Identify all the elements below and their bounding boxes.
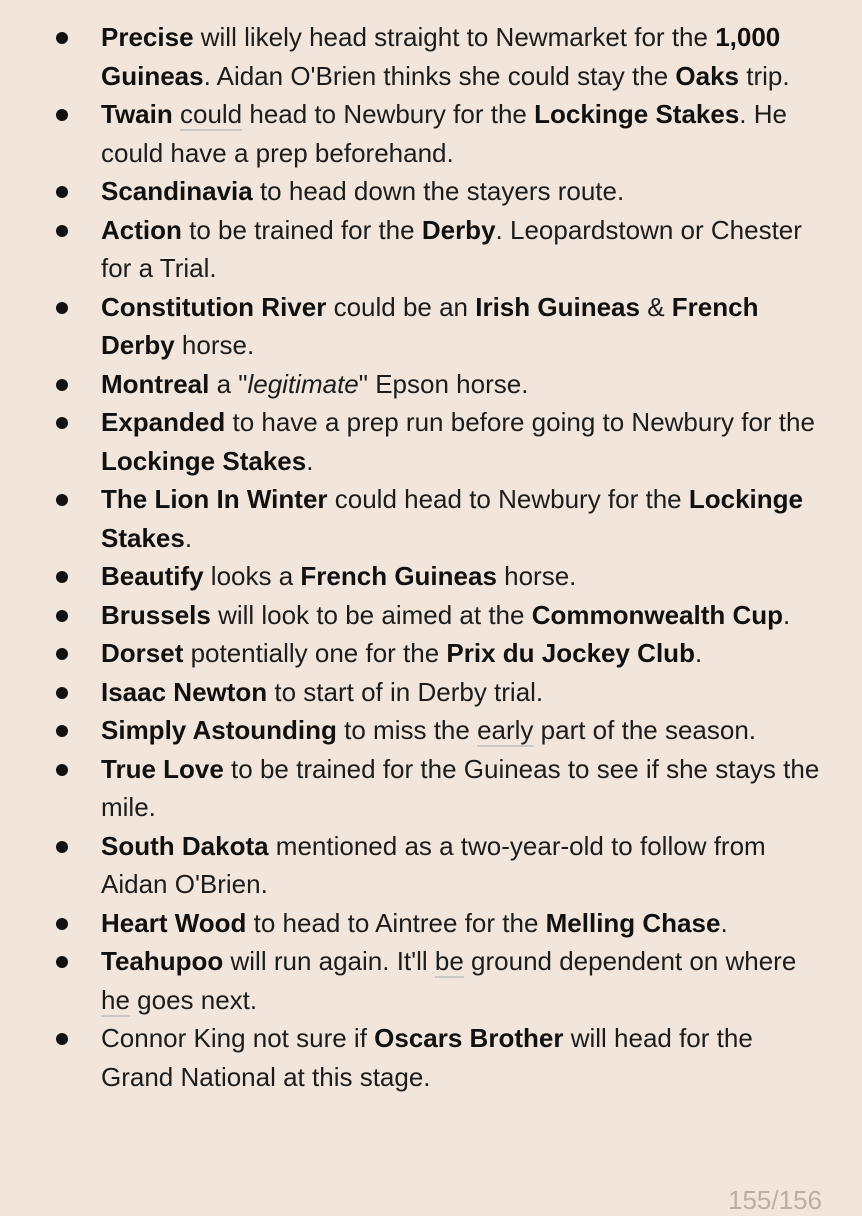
list-item (0, 557, 862, 596)
item-text: " Epson horse. (358, 368, 529, 399)
item-text: to head to Aintree for the (246, 907, 546, 938)
item-text: . (184, 522, 193, 553)
item-text: & (639, 291, 672, 322)
bold-text: Montreal (101, 368, 210, 399)
page-number: 155/156 (728, 1185, 822, 1215)
item-text: could be an (326, 291, 476, 322)
list-item (0, 711, 862, 750)
item-text: part of the season. (533, 715, 757, 745)
item-text: to have a prep run before going to Newbury for the (225, 407, 815, 437)
bullet-icon (56, 379, 68, 391)
list-item (0, 403, 862, 480)
item-text: potentially one for the (183, 638, 447, 668)
bullet-icon (56, 417, 68, 429)
underlined-text: he (101, 984, 130, 1015)
list-item (0, 904, 862, 943)
item-text: . Aidan O'Brien thinks she could stay the (203, 60, 676, 91)
item-text: to be trained for the (181, 214, 422, 245)
bold-text: Dorset (101, 638, 184, 668)
list-item (0, 673, 862, 712)
item-text: goes next. (129, 984, 258, 1015)
bold-text: Commonwealth Cup (531, 599, 784, 630)
bold-text: Twain (101, 99, 173, 129)
bullet-icon (56, 1033, 68, 1045)
bold-text: Lockinge Stakes (101, 445, 307, 476)
bold-text: Isaac Newton (101, 676, 268, 707)
bold-text: Beautify (101, 561, 204, 591)
bold-text: Lockinge Stakes (101, 484, 803, 553)
item-text: horse. (496, 561, 577, 591)
bold-text: True Love (101, 753, 224, 784)
list-item (0, 18, 862, 95)
list-item (0, 95, 862, 172)
item-text: to miss the (336, 715, 478, 745)
bullet-icon (56, 610, 68, 622)
bold-text: 1,000 Guineas (101, 22, 781, 91)
bold-text: Lockinge Stakes (534, 99, 740, 129)
item-text: . Leopardstown or Chester for a Trial. (101, 214, 802, 283)
item-text: . (783, 599, 791, 630)
bullet-icon (56, 225, 68, 237)
bold-text: Simply Astounding (101, 715, 337, 745)
item-text: . He could have a prep beforehand. (101, 99, 787, 168)
bold-text: Precise (101, 22, 194, 52)
item-text: to start of in Derby trial. (267, 676, 544, 707)
list-item (0, 634, 862, 673)
item-text: will look to be aimed at the (210, 599, 532, 630)
bullet-icon (56, 302, 68, 314)
item-text: . (720, 907, 728, 938)
item-text: trip. (739, 60, 790, 91)
bullet-icon (56, 648, 68, 660)
item-text: will likely head straight to Newmarket for the (193, 22, 716, 52)
bullet-icon (56, 32, 68, 44)
list-item (0, 288, 862, 365)
item-text: horse. (174, 330, 255, 360)
list-item (0, 942, 862, 1019)
item-text: to head down the stayers route. (252, 176, 625, 206)
bullet-icon (56, 571, 68, 583)
list-item (0, 827, 862, 904)
item-text: . (694, 638, 703, 668)
bold-text: French Derby (101, 291, 759, 360)
list-item (0, 1019, 862, 1096)
list-item (0, 211, 862, 288)
list-item (0, 596, 862, 635)
bullet-icon (56, 109, 68, 121)
bold-text: Scandinavia (101, 176, 253, 206)
list-item (0, 480, 862, 557)
bold-text: Constitution River (101, 291, 327, 322)
item-text: could head to Newbury for the (327, 484, 689, 514)
item-text (173, 99, 180, 129)
bullet-icon (56, 841, 68, 853)
bold-text: French Guineas (300, 561, 497, 591)
bold-text: Action (101, 214, 182, 245)
bullet-icon (56, 725, 68, 737)
item-text: to be trained for the Guineas to see if she stays the mile. (101, 753, 820, 822)
underlined-text: could (179, 99, 243, 129)
bullet-icon (56, 186, 68, 198)
item-text: looks a (203, 561, 301, 591)
bold-text: Oscars Brother (374, 1023, 564, 1053)
underlined-text: early (477, 715, 534, 745)
item-text: a " (209, 368, 248, 399)
item-text: . (306, 445, 314, 476)
bullet-icon (56, 764, 68, 776)
bold-text: Derby (421, 214, 496, 245)
bullet-icon (56, 956, 68, 968)
bold-text: Melling Chase (545, 907, 721, 938)
italic-text: legitimate (247, 368, 359, 399)
bold-text: Prix du Jockey Club (446, 638, 695, 668)
item-text: will run again. It'll (223, 946, 435, 976)
bold-text: Expanded (101, 407, 226, 437)
underlined-text: be (434, 946, 464, 976)
bold-text: Heart Wood (101, 907, 247, 938)
item-text: mentioned as a two-year-old to follow from Aidan O'Brien. (101, 830, 766, 899)
bold-text: South Dakota (101, 830, 269, 861)
news-bullet-list (0, 18, 862, 1096)
bold-text: Irish Guineas (475, 291, 640, 322)
item-text: head to Newbury for the (242, 99, 535, 129)
item-text: ground dependent on where (463, 946, 797, 976)
list-item (0, 172, 862, 211)
bullet-icon (56, 687, 68, 699)
item-text: will head for the Grand National at this stage. (101, 1023, 753, 1092)
list-item (0, 365, 862, 404)
bold-text: Oaks (675, 60, 739, 91)
bold-text: The Lion In Winter (101, 484, 328, 514)
bold-text: Brussels (101, 599, 211, 630)
bold-text: Teahupoo (101, 946, 224, 976)
bullet-icon (56, 494, 68, 506)
bullet-icon (56, 918, 68, 930)
list-item (0, 750, 862, 827)
item-text: Connor King not sure if (101, 1023, 375, 1053)
